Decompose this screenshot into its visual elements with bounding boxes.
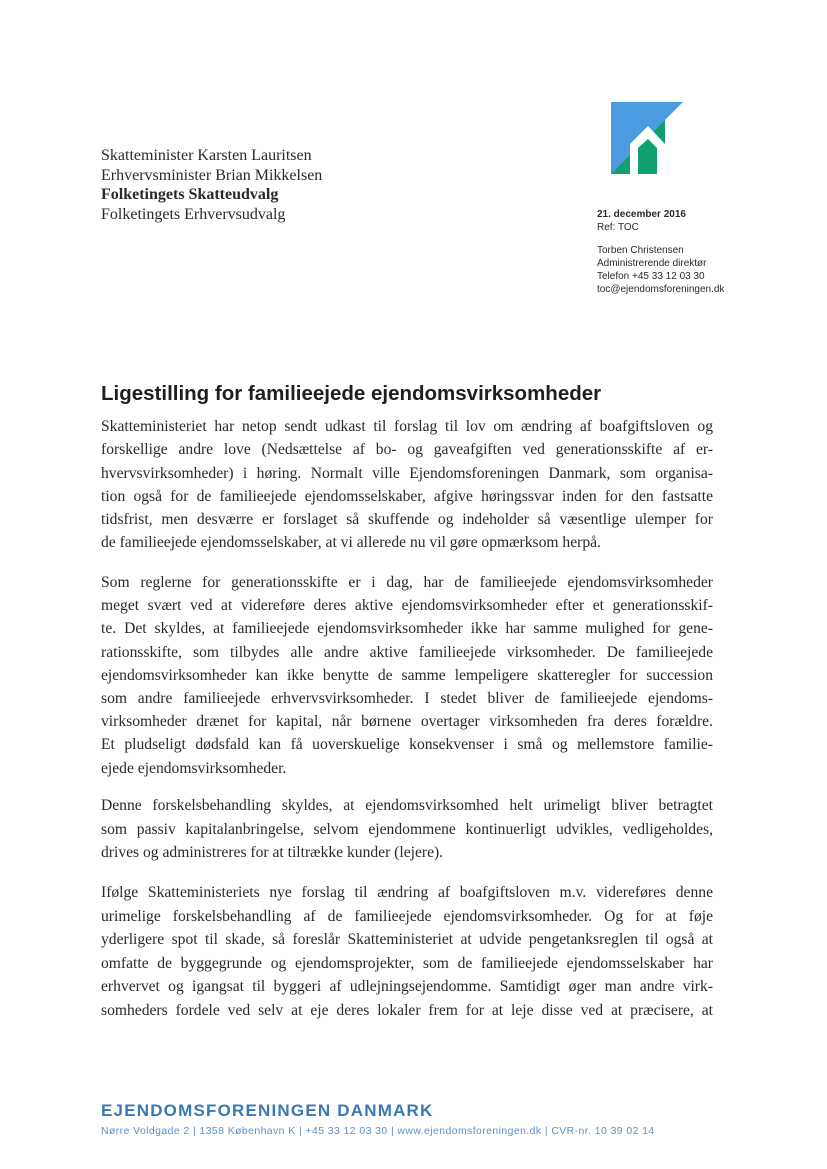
text-line: som andre familieejede erhvervsvirksomheder. I stedet bliver de familieejede ejendoms- xyxy=(101,690,713,708)
recipient-line: Skatteminister Karsten Lauritsen xyxy=(101,147,312,164)
sender-name: Torben Christensen xyxy=(597,245,684,256)
sender-phone: Telefon +45 33 12 03 30 xyxy=(597,271,705,282)
text-line: drives og administreres for at tiltrække kunder (lejere). xyxy=(101,844,444,861)
text-line: som passiv kapitalanbringelse, selvom ejendommene kontinuerligt udvikles, vedligeholdes, xyxy=(101,820,713,838)
text-line: Skatteministeriet har netop sendt udkast til forslag til lov om ændring af boafgiftsloven og xyxy=(101,418,713,435)
text-line: omfatte de byggegrunde og ejendomsprojekter, som de familieejede ejendomsselskaber har xyxy=(101,954,713,972)
text-line: Ifølge Skatteministeriets nye forslag til ændring af boafgiftsloven m.v. videreføres denne xyxy=(101,884,713,901)
paragraph-2 xyxy=(101,571,713,780)
paragraph-1 xyxy=(101,415,713,555)
recipient-line: Folketingets Erhvervsudvalg xyxy=(101,205,286,223)
text-line: tidsfrist, men desværre er forslaget så skuffende og indeholder så væsentlige ulemper for xyxy=(101,511,713,529)
text-line: Et pludseligt dødsfald kan få uoverskuelige konsekvenser i små og mellemstore familie- xyxy=(101,736,713,754)
house-logo-icon xyxy=(611,102,683,174)
footer-address: Nørre Voldgade 2 | 1358 København K | +45 33 12 03 30 | www.ejendomsforeningen.dk | CVR-nr. 10 39 02 14 xyxy=(101,1126,655,1137)
sender-role: Administrerende direktør xyxy=(597,258,707,269)
text-line: meget svært ved at videreføre deres aktive ejendomsvirksomheder efter et generationsskif- xyxy=(101,597,713,615)
text-line: somheders fordele ved selv at eje deres lokaler frem for at leje disse ved at præcisere, at xyxy=(101,1001,713,1019)
text-line: te. Det skyldes, at familieejede ejendomsvirksomheder ikke har samme mulighed for gene- xyxy=(101,620,713,638)
text-line: rationsskifte, som tilbydes alle andre aktive familieejede virksomheder. De familieejede xyxy=(101,643,713,661)
paragraph-4 xyxy=(101,881,713,1022)
footer-org-name: EJENDOMSFORENINGEN DANMARK xyxy=(101,1101,434,1120)
recipient-line: Folketingets Skatteudvalg xyxy=(101,186,279,203)
letter-ref: Ref: TOC xyxy=(597,222,639,233)
sender-meta xyxy=(597,208,724,296)
text-line: virksomheder drænet for kapital, når børnene overtager virksomheden fra deres forældre. xyxy=(101,713,713,731)
text-line: ejendomsvirksomheder kan ikke benytte de samme lempeligere skatteregler for succession xyxy=(101,666,713,684)
text-line: Denne forskelsbehandling skyldes, at ejendomsvirksomhed helt urimeligt bliver betragtet xyxy=(101,797,713,814)
text-line: ejede ejendomsvirksomheder. xyxy=(101,759,287,777)
letter-title: Ligestilling for familieejede ejendomsvirksomheder xyxy=(101,382,602,405)
text-line: urimelige forskelsbehandling af de familieejede ejendomsvirksomheder. Og for at føje xyxy=(101,907,713,925)
text-line: Som reglerne for generationsskifte er i dag, har de familieejede ejendomsvirksomheder xyxy=(101,574,713,591)
text-line: tion også for de familieejede ejendomsselskaber, afgive høringssvar inden for den fastsatte xyxy=(101,487,713,505)
text-line: yderligere spot til skade, så foreslår Skatteministeriet at udvide pengetanksreglen til også at xyxy=(101,931,713,948)
sender-email: toc@ejendomsforeningen.dk xyxy=(597,284,725,295)
text-line: erhvervet og igangsat til byggeri af udlejningsejendomme. Samtidigt øger man andre virk- xyxy=(101,978,713,995)
text-line: de familieejede ejendomsselskaber, at vi allerede nu vil gøre opmærksom herpå. xyxy=(101,534,601,552)
letter-date: 21. december 2016 xyxy=(597,209,686,220)
paragraph-3 xyxy=(101,794,713,865)
text-line: forskellige andre love (Nedsættelse af bo- og gaveafgiften ved generationsskifte af er- xyxy=(101,441,713,459)
recipients-block xyxy=(101,146,322,224)
recipient-line: Erhvervsminister Brian Mikkelsen xyxy=(101,166,323,184)
text-line: hvervsvirksomheder) i høring. Normalt ville Ejendomsforeningen Danmark, som organisa- xyxy=(101,464,713,482)
